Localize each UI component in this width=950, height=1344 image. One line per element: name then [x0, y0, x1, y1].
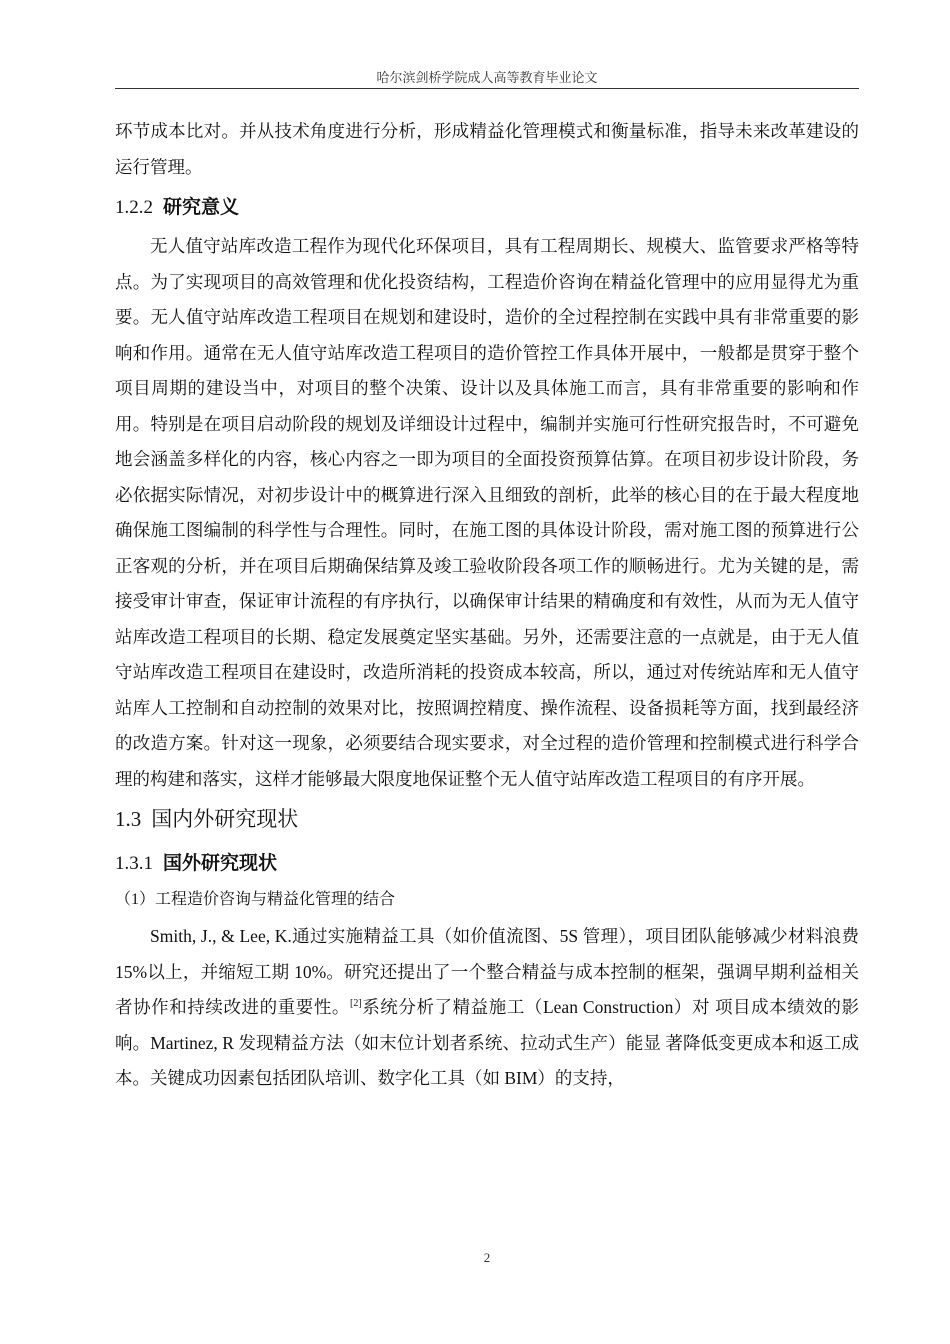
section-heading-1-2-2: [115, 189, 859, 227]
paragraph-text-part1: Smith, J., & Lee, K.通过实施精益工具（如价值流图、5S 管理），项目团队能够减少材料浪费 15%以上，并缩短工期 10%。研究还提出了一个整合精益与成本控制的框架，强调早期利益相关者协作和持续改进的重要性。: [115, 926, 859, 1017]
section-number: 1.3.1: [115, 853, 153, 874]
citation-reference: [2]: [349, 998, 362, 1010]
section-number: 1.2.2: [115, 197, 153, 218]
section-title: 研究意义: [163, 197, 240, 218]
continuation-paragraph: 环节成本比对。并从技术角度进行分析，形成精益化管理模式和衡量标准，指导未来改革建设的运行管理。: [115, 121, 859, 177]
paragraph-text-part2: 系统分析了精益施工（Lean Construction）对 项目成本绩效的影响。Martinez, R 发现精益方法（如末位计划者系统、拉动式生产）能显 著降低变更成本和返工成本。关键成功因素包括团队培训、数字化工具（如 BIM）的支持，: [115, 997, 860, 1088]
section-number: 1.3: [115, 807, 142, 831]
subheading: （1）工程造价咨询与精益化管理的结合: [115, 891, 396, 908]
running-header: 哈尔滨剑桥学院成人高等教育毕业论文: [376, 70, 598, 85]
foreign-research-paragraph: [115, 919, 859, 1097]
section-heading-1-3-1: [115, 845, 859, 883]
research-significance-paragraph: 无人值守站库改造工程作为现代化环保项目，具有工程周期长、规模大、监管要求严格等特点。为了实现项目的高效管理和优化投资结构，工程造价咨询在精益化管理中的应用显得尤为重要。无人值守站库改造工程项目在规划和建设时，造价的全过程控制在实践中具有非常重要的影响和作用。通常在无人值守站库改造工程项目的造价管控工作具体开展中，一般都是贯穿于整个项目周期的建设当中，对项目的整个决策、设计以及具体施工而言，具有非常重要的影响和作用。特别是在项目启动阶段的规划及详细设计过程中，编制并实施可行性研究报告时，不可避免地会涵盖多样化的内容，核心内容之一即为项目的全面投资预算估算。在项目初步设计阶段，务必依据实际情况，对初步设计中的概算进行深入且细致的剖析，此举的核心目的在于最大程度地确保施工图编制的科学性与合理性。同时，在施工图的具体设计阶段，需对施工图的预算进行公正客观的分析，并在项目后期确保结算及竣工验收阶段各项工作的顺畅进行。尤为关键的是，需接受审计审查，保证审计流程的有序执行，以确保审计结果的精确度和有效性，从而为无人值守站库改造工程项目的长期、稳定发展奠定坚实基础。另外，还需要注意的一点就是，由于无人值守站库改造工程项目在建设时，改造所消耗的投资成本较高，所以，通过对传统站库和无人值守站库人工控制和自动控制的效果对比，按照调控精度、操作流程、设备损耗等方面，找到最经济的改造方案。针对这一现象，必须要结合现实要求，对全过程的造价管理和控制模式进行科学合理的构建和落实，这样才能够最大限度地保证整个无人值守站库改造工程项目的有序开展。: [115, 236, 859, 789]
section-title: 国内外研究现状: [151, 807, 299, 831]
page-number: 2: [483, 1250, 491, 1265]
document-body: [115, 114, 859, 1097]
section-heading-1-3: [115, 799, 859, 839]
header-divider: [115, 88, 859, 89]
section-title: 国外研究现状: [163, 853, 278, 874]
